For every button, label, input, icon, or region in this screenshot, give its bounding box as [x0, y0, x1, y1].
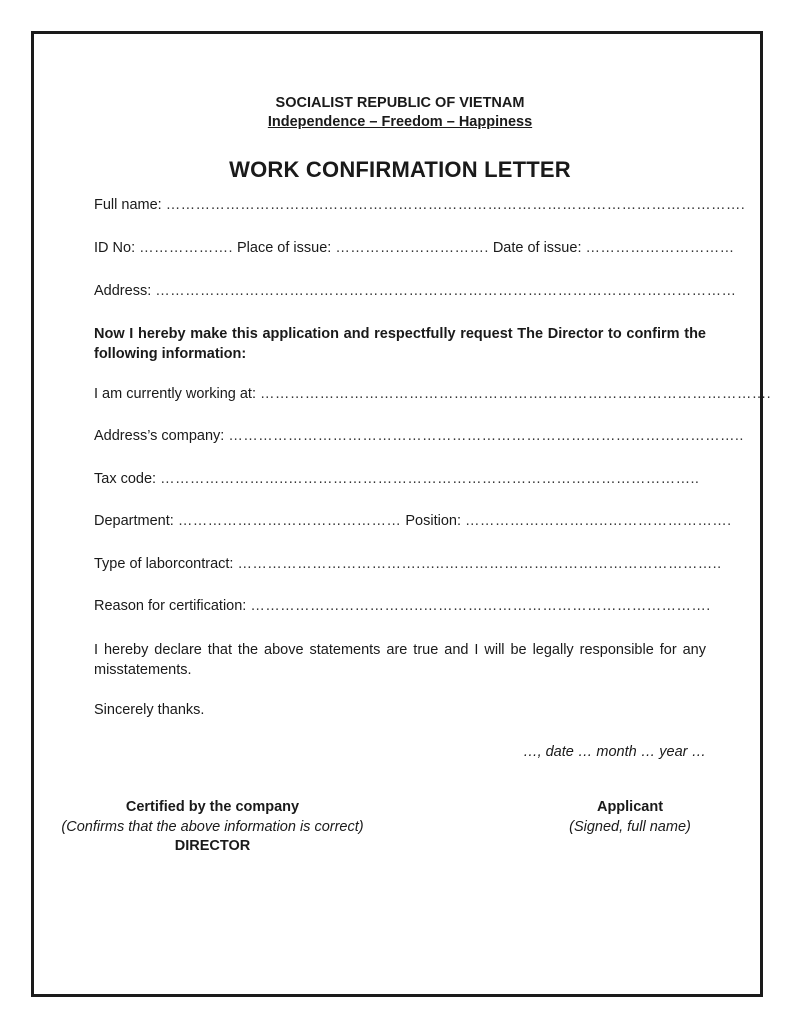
country-header: SOCIALIST REPUBLIC OF VIETNAM [275, 95, 525, 111]
company-signature-title: Certified by the company [125, 799, 300, 815]
date-of-issue-label: Date of issue: [492, 240, 582, 256]
motto-header: Independence – Freedom – Happiness [267, 114, 533, 130]
id-label: ID No: [94, 240, 136, 256]
full-name-field[interactable] [94, 197, 746, 213]
company-address-field[interactable] [94, 428, 744, 444]
closing-text: Sincerely thanks. [94, 702, 205, 718]
position-label: Position: [405, 513, 461, 529]
position-blank[interactable]: ………………………..……………………. [465, 513, 732, 529]
date-of-issue-blank[interactable]: ………………………… [585, 240, 735, 256]
place-of-issue-blank[interactable]: …………………………. [335, 240, 489, 256]
company-address-label: Address’s company: [94, 428, 225, 444]
labor-contract-blank[interactable]: ……………………………….…..……………………………………………….. [237, 556, 722, 572]
address-label: Address: [94, 283, 152, 299]
tax-code-blank[interactable]: ……………………..……………………………………………………………………….. [160, 471, 700, 487]
reason-blank[interactable]: ……………………………..…………………………………………………. [250, 598, 711, 614]
company-signature-note: (Confirms that the above information is correct) [61, 818, 364, 835]
working-at-blank[interactable]: …………………………………………………………………………………………. [260, 386, 772, 402]
place-of-issue-label: Place of issue: [237, 240, 332, 256]
department-blank[interactable]: ……………………………………… [177, 513, 402, 529]
date-line[interactable]: …, date … month … year … [523, 744, 706, 760]
reason-field[interactable] [94, 598, 711, 614]
applicant-signature-block [530, 798, 730, 837]
address-blank[interactable]: ……………………………………………………………………………………………………… [155, 283, 737, 299]
id-blank[interactable]: ………………. [139, 240, 233, 256]
request-paragraph: Now I hereby make this application and respectfully request The Director to confirm the following information: [94, 326, 706, 362]
labor-contract-field[interactable] [94, 556, 722, 572]
document-title: WORK CONFIRMATION LETTER [229, 157, 571, 182]
working-at-field[interactable] [94, 386, 772, 402]
tax-code-label: Tax code: [94, 471, 157, 487]
full-name-label: Full name: [94, 197, 162, 213]
tax-code-field[interactable] [94, 471, 706, 487]
id-row [94, 240, 735, 256]
reason-label: Reason for certification: [94, 598, 247, 614]
company-address-blank[interactable]: ………………………………………………………………………………………….. [228, 428, 744, 444]
address-field[interactable] [94, 283, 737, 299]
working-at-label: I am currently working at: [94, 386, 256, 402]
department-label: Department: [94, 513, 174, 529]
labor-contract-label: Type of laborcontract: [94, 556, 234, 572]
applicant-signature-title: Applicant [596, 799, 664, 815]
director-label: DIRECTOR [174, 838, 251, 854]
company-signature-block [40, 798, 385, 857]
declaration-paragraph: I hereby declare that the above statements are true and I will be legally responsible for any misstatements. [94, 642, 706, 678]
applicant-signature-note: (Signed, full name) [569, 818, 691, 835]
full-name-blank[interactable]: …………………………..…………………………………………………………………………. [165, 197, 746, 213]
department-row [94, 513, 732, 529]
